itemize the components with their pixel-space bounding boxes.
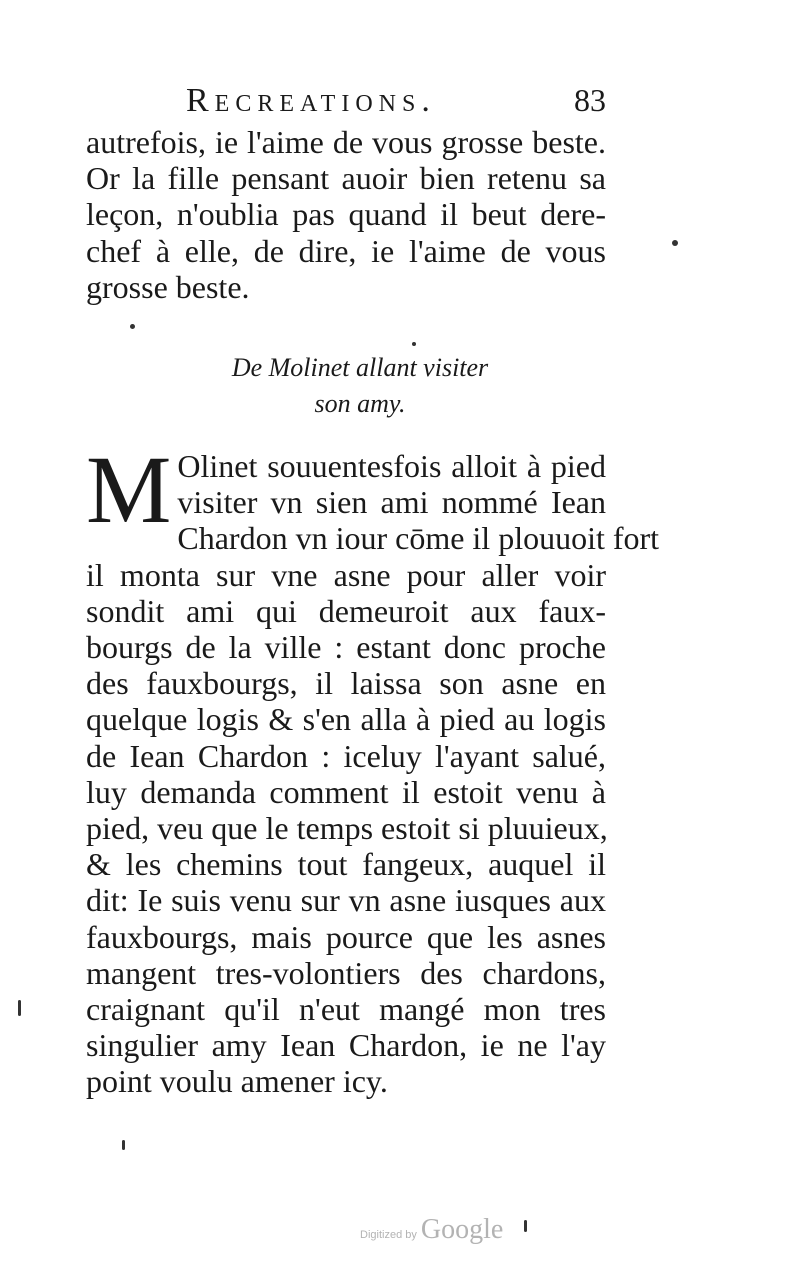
digitization-watermark: [360, 1214, 503, 1250]
scan-speck: [412, 342, 416, 346]
text-line: dit: Ie suis venu sur vn asne iusques aux: [86, 882, 606, 919]
text-line: craignant qu'il n'eut mangé mon tres: [86, 991, 606, 1028]
google-logo: Google: [420, 1214, 504, 1245]
drop-cap: M: [86, 436, 172, 543]
digitized-by-label: Digitized by: [360, 1229, 417, 1241]
page-number: 83: [574, 82, 606, 118]
page-header: [186, 82, 606, 126]
text-line: luy demanda comment il estoit venu à: [86, 773, 606, 810]
text-line: autrefois, ie l'aime de vous grosse beste.: [86, 124, 606, 160]
text-line: fauxbourgs, mais pource que les asnes: [86, 918, 606, 955]
section-title-line: son amy.: [314, 389, 406, 418]
text-line: Or la fille pensant auoir bien retenu sa: [86, 160, 606, 197]
text-line: mangent tres-volontiers des chardons,: [86, 954, 606, 991]
text-line: point voulu amener icy.: [86, 1063, 388, 1100]
text-line: il monta sur vne asne pour aller voir: [86, 556, 606, 593]
text-line: Chardon vn iour cōme il plouuoit fort: [177, 520, 660, 557]
scan-speck: [18, 1000, 21, 1016]
text-line: des fauxbourgs, il laissa son asne en: [86, 665, 606, 702]
text-line: visiter vn sien ami nommé Iean: [177, 484, 606, 521]
text-line: grosse beste.: [86, 268, 250, 305]
scan-speck: [122, 1140, 125, 1150]
scan-speck: [130, 324, 135, 329]
text-line: leçon, n'oublia pas quand il beut dere-: [86, 196, 606, 233]
running-title: Recreations.: [186, 82, 436, 119]
section-title: [150, 350, 570, 422]
text-line: pied, veu que le temps estoit si pluuieux,: [86, 810, 608, 847]
text-line: de Iean Chardon : iceluy l'ayant salué,: [86, 737, 606, 774]
text-line: singulier amy Iean Chardon, ie ne l'ay: [86, 1027, 606, 1064]
text-line: Olinet souuentesfois alloit à pied: [177, 448, 606, 484]
continuation-paragraph: [86, 124, 606, 305]
text-line: & les chemins tout fangeux, auquel il: [86, 846, 606, 883]
scan-speck: [672, 240, 678, 246]
text-line: bourgs de la ville : estant donc proche: [86, 629, 606, 666]
scan-speck: [524, 1220, 527, 1232]
section-title-line: De Molinet allant visiter: [231, 353, 489, 382]
text-line: chef à elle, de dire, ie l'aime de vous: [86, 232, 606, 269]
text-line: sondit ami qui demeuroit aux faux-: [86, 592, 606, 629]
story-paragraph: [86, 436, 660, 1100]
text-line: quelque logis & s'en alla à pied au logis: [86, 701, 606, 738]
